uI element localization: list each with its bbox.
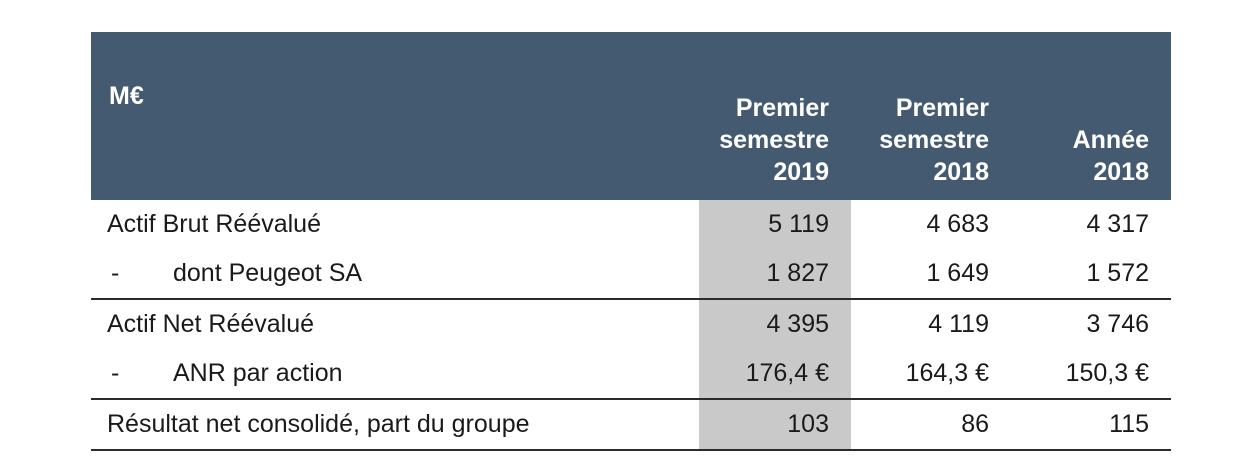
row-value-s1-2019: 4 395 — [699, 299, 851, 349]
header-line-3: 2018 — [933, 158, 989, 186]
header-line-2: semestre — [719, 126, 829, 154]
header-line-3: 2019 — [773, 158, 829, 186]
row-label — [91, 349, 443, 399]
header-spacer — [443, 32, 699, 200]
row-label-text: ANR par action — [173, 359, 343, 387]
row-value-fy-2018: 115 — [1011, 399, 1171, 450]
table-row — [91, 349, 1171, 399]
header-line-1: Premier — [735, 94, 829, 122]
table-row — [91, 249, 1171, 299]
header-col-s1-2018 — [851, 32, 1011, 200]
row-label: Résultat net consolidé, part du groupe — [91, 399, 443, 450]
row-label-text: dont Peugeot SA — [173, 259, 363, 287]
table-row — [91, 399, 1171, 450]
row-value-s1-2019: 176,4 € — [699, 349, 851, 399]
row-label: Actif Net Réévalué — [107, 310, 315, 338]
row-value-s1-2018: 164,3 € — [851, 349, 1011, 399]
header-col-fy-2018 — [1011, 32, 1171, 200]
row-spacer — [443, 249, 699, 299]
row-value-fy-2018: 1 572 — [1011, 249, 1171, 299]
table-row — [91, 299, 1171, 349]
table-body — [91, 200, 1171, 450]
row-value-fy-2018: 3 746 — [1086, 310, 1149, 338]
row-value-fy-2018: 4 317 — [1086, 210, 1149, 238]
row-label — [91, 249, 443, 299]
row-spacer — [443, 200, 699, 249]
row-value-fy-2018: 150,3 € — [1011, 349, 1171, 399]
row-value-s1-2018: 86 — [851, 399, 1011, 450]
header-row — [91, 32, 1171, 200]
header-line-2: 2018 — [1093, 158, 1149, 186]
header-line-1: Année — [1072, 126, 1149, 154]
financial-table — [91, 32, 1171, 451]
row-value-s1-2018: 1 649 — [851, 249, 1011, 299]
row-spacer — [443, 299, 699, 349]
header-line-2: semestre — [879, 126, 989, 154]
row-value-s1-2019: 5 119 — [699, 200, 851, 249]
row-dash: - — [111, 259, 120, 287]
row-label: Actif Brut Réévalué — [107, 210, 321, 238]
table-row — [91, 200, 1171, 249]
header-col-s1-2019 — [699, 32, 851, 200]
row-dash: - — [111, 359, 120, 387]
row-value-s1-2019: 1 827 — [699, 249, 851, 299]
row-spacer — [443, 349, 699, 399]
header-line-1: Premier — [895, 94, 989, 122]
row-value-s1-2019: 103 — [699, 399, 851, 450]
header-unit-label: M€ — [91, 32, 443, 200]
row-value-s1-2018: 4 119 — [928, 310, 989, 338]
row-value-s1-2018: 4 683 — [926, 210, 989, 238]
table-header — [91, 32, 1171, 200]
